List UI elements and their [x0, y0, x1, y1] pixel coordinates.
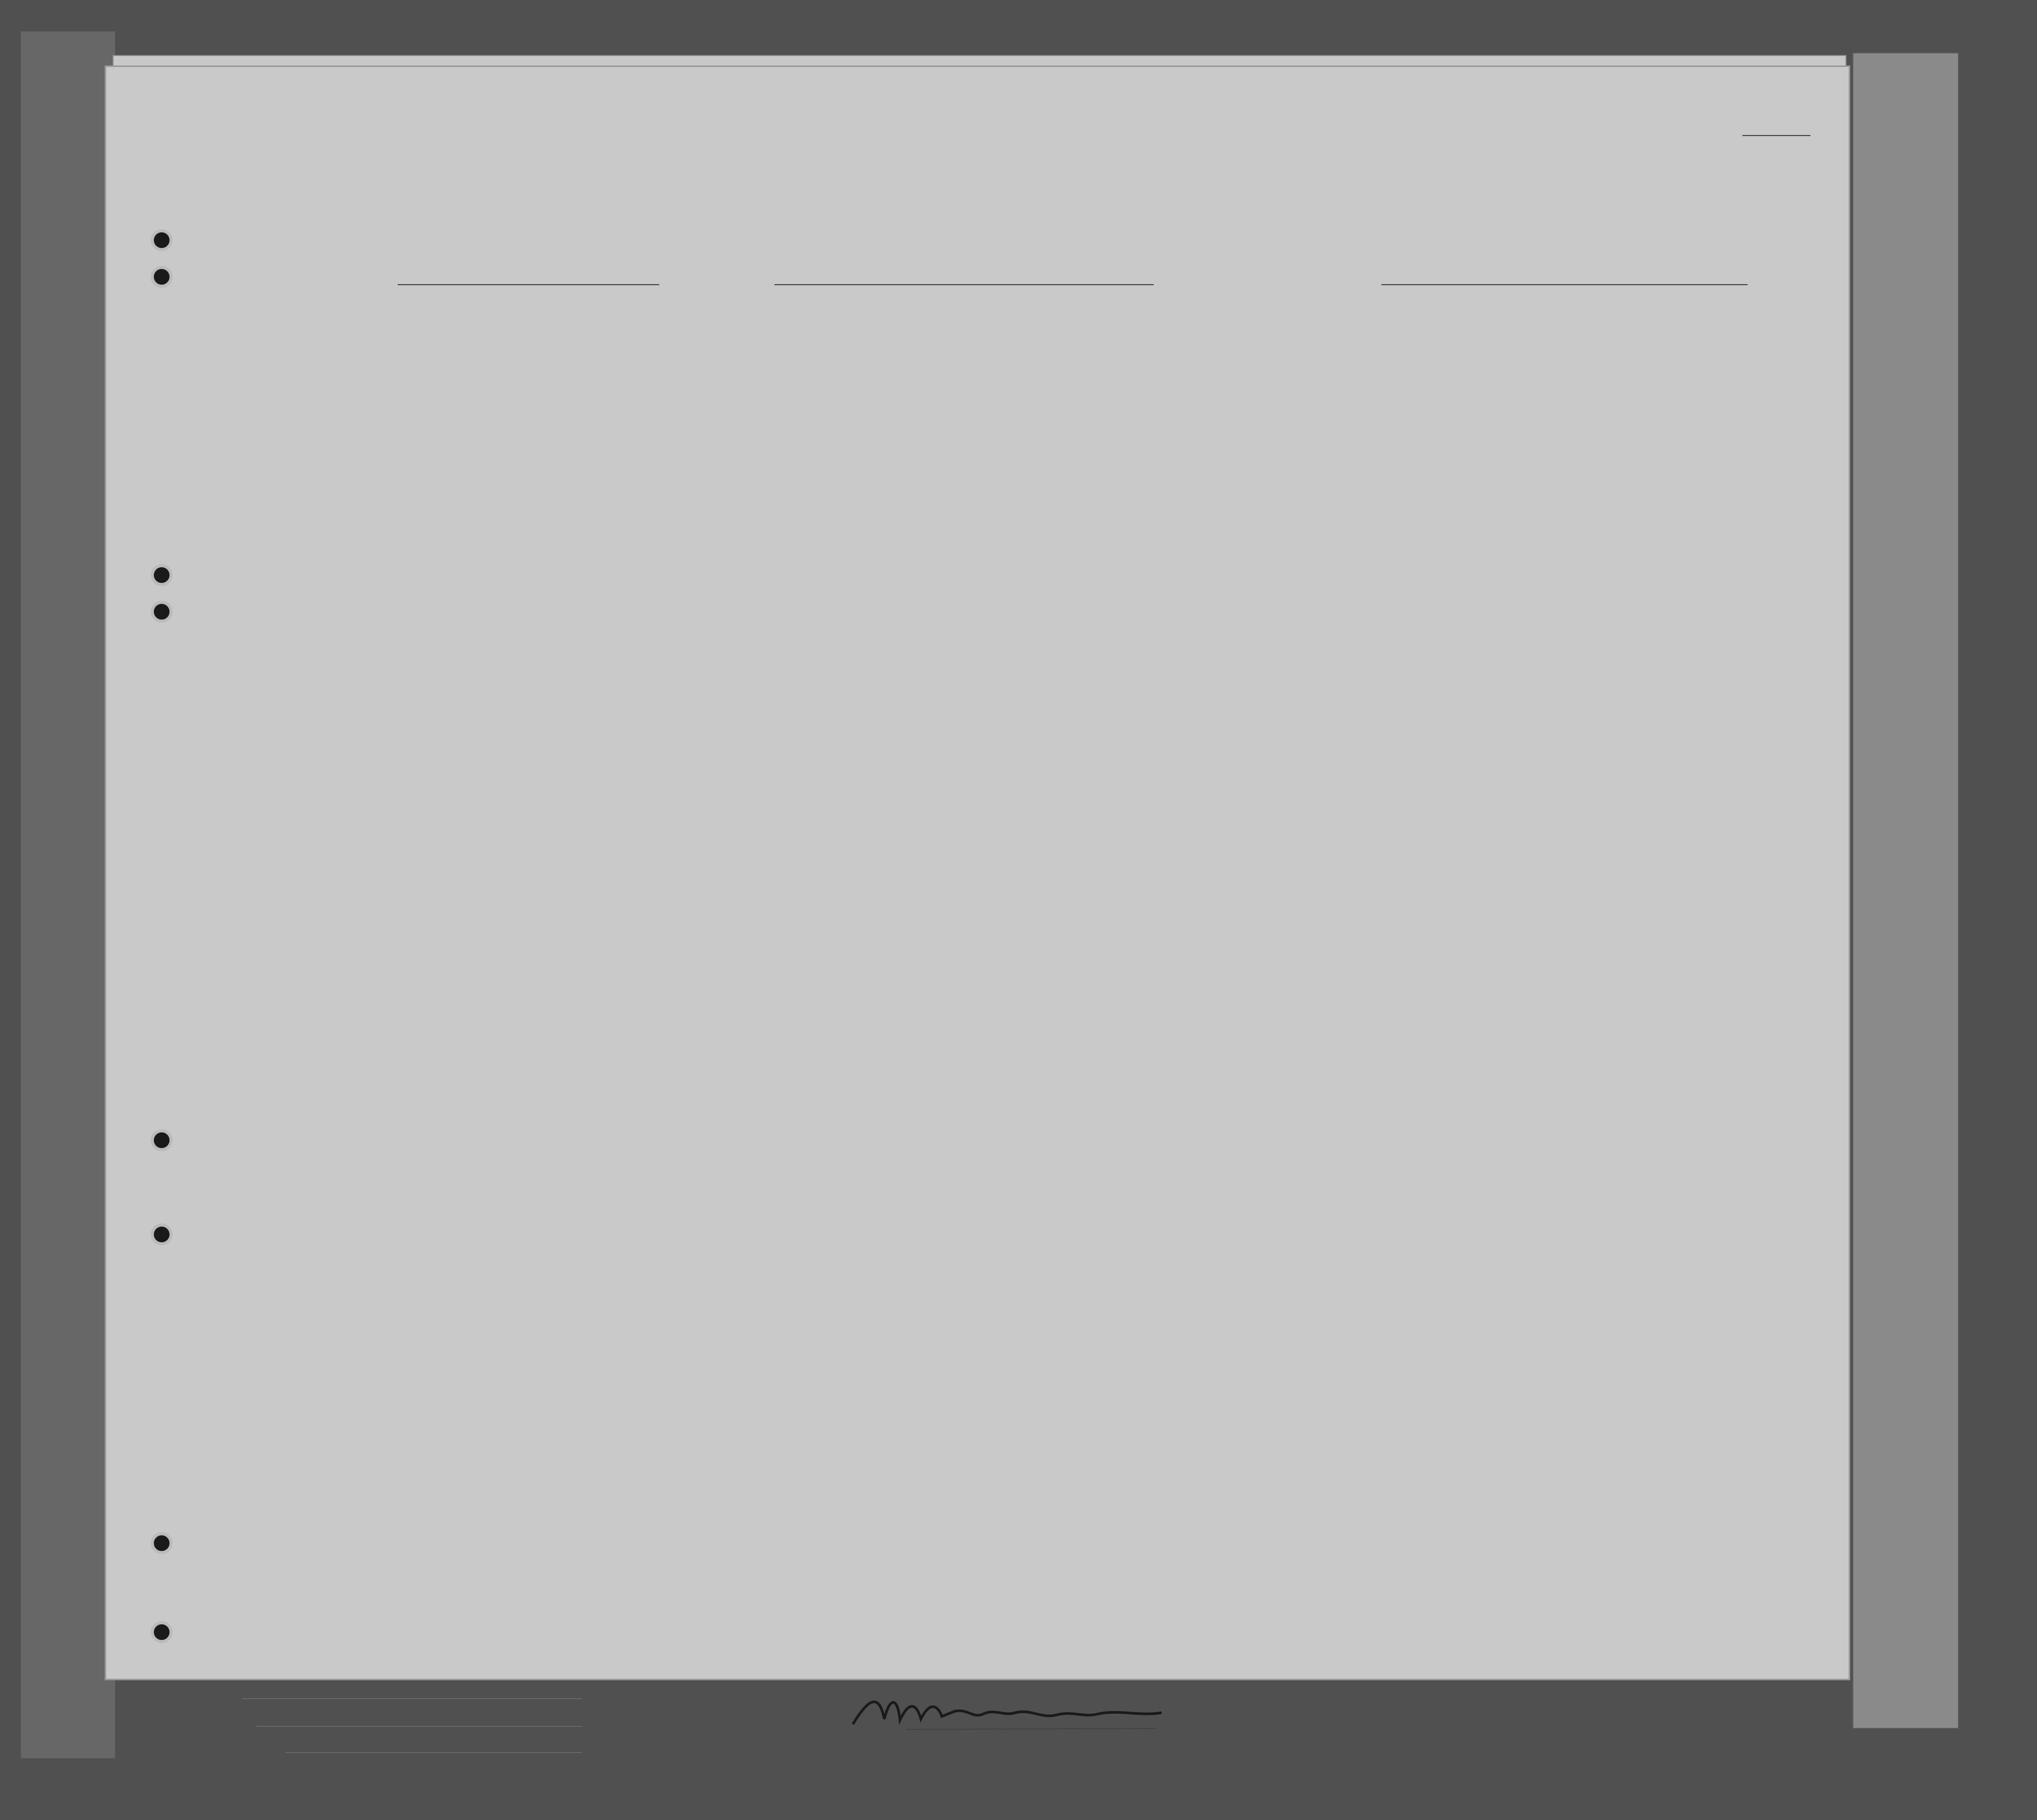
- binder-hole: [151, 1621, 173, 1643]
- binder-hole: [151, 564, 173, 586]
- inspector-signature: [848, 1688, 1183, 1740]
- agents-underline: [285, 1752, 582, 1753]
- vessel-underline: [398, 284, 659, 285]
- line-underline: [242, 1698, 582, 1699]
- binder-hole: [151, 601, 173, 623]
- sheet-underline: [1742, 135, 1810, 136]
- binder-hole: [151, 1223, 173, 1245]
- port-underline: [1381, 284, 1748, 285]
- binder-hole: [151, 266, 173, 288]
- binder-strip: [21, 31, 115, 1758]
- manifest-sheet: [105, 65, 1850, 1680]
- arrival-underline: [774, 284, 1154, 285]
- owners-underline: [256, 1726, 582, 1727]
- binder-hole: [151, 1129, 173, 1151]
- binder-hole: [151, 1532, 173, 1554]
- binder-hole: [151, 229, 173, 251]
- page-edge-right: [1852, 52, 1959, 1729]
